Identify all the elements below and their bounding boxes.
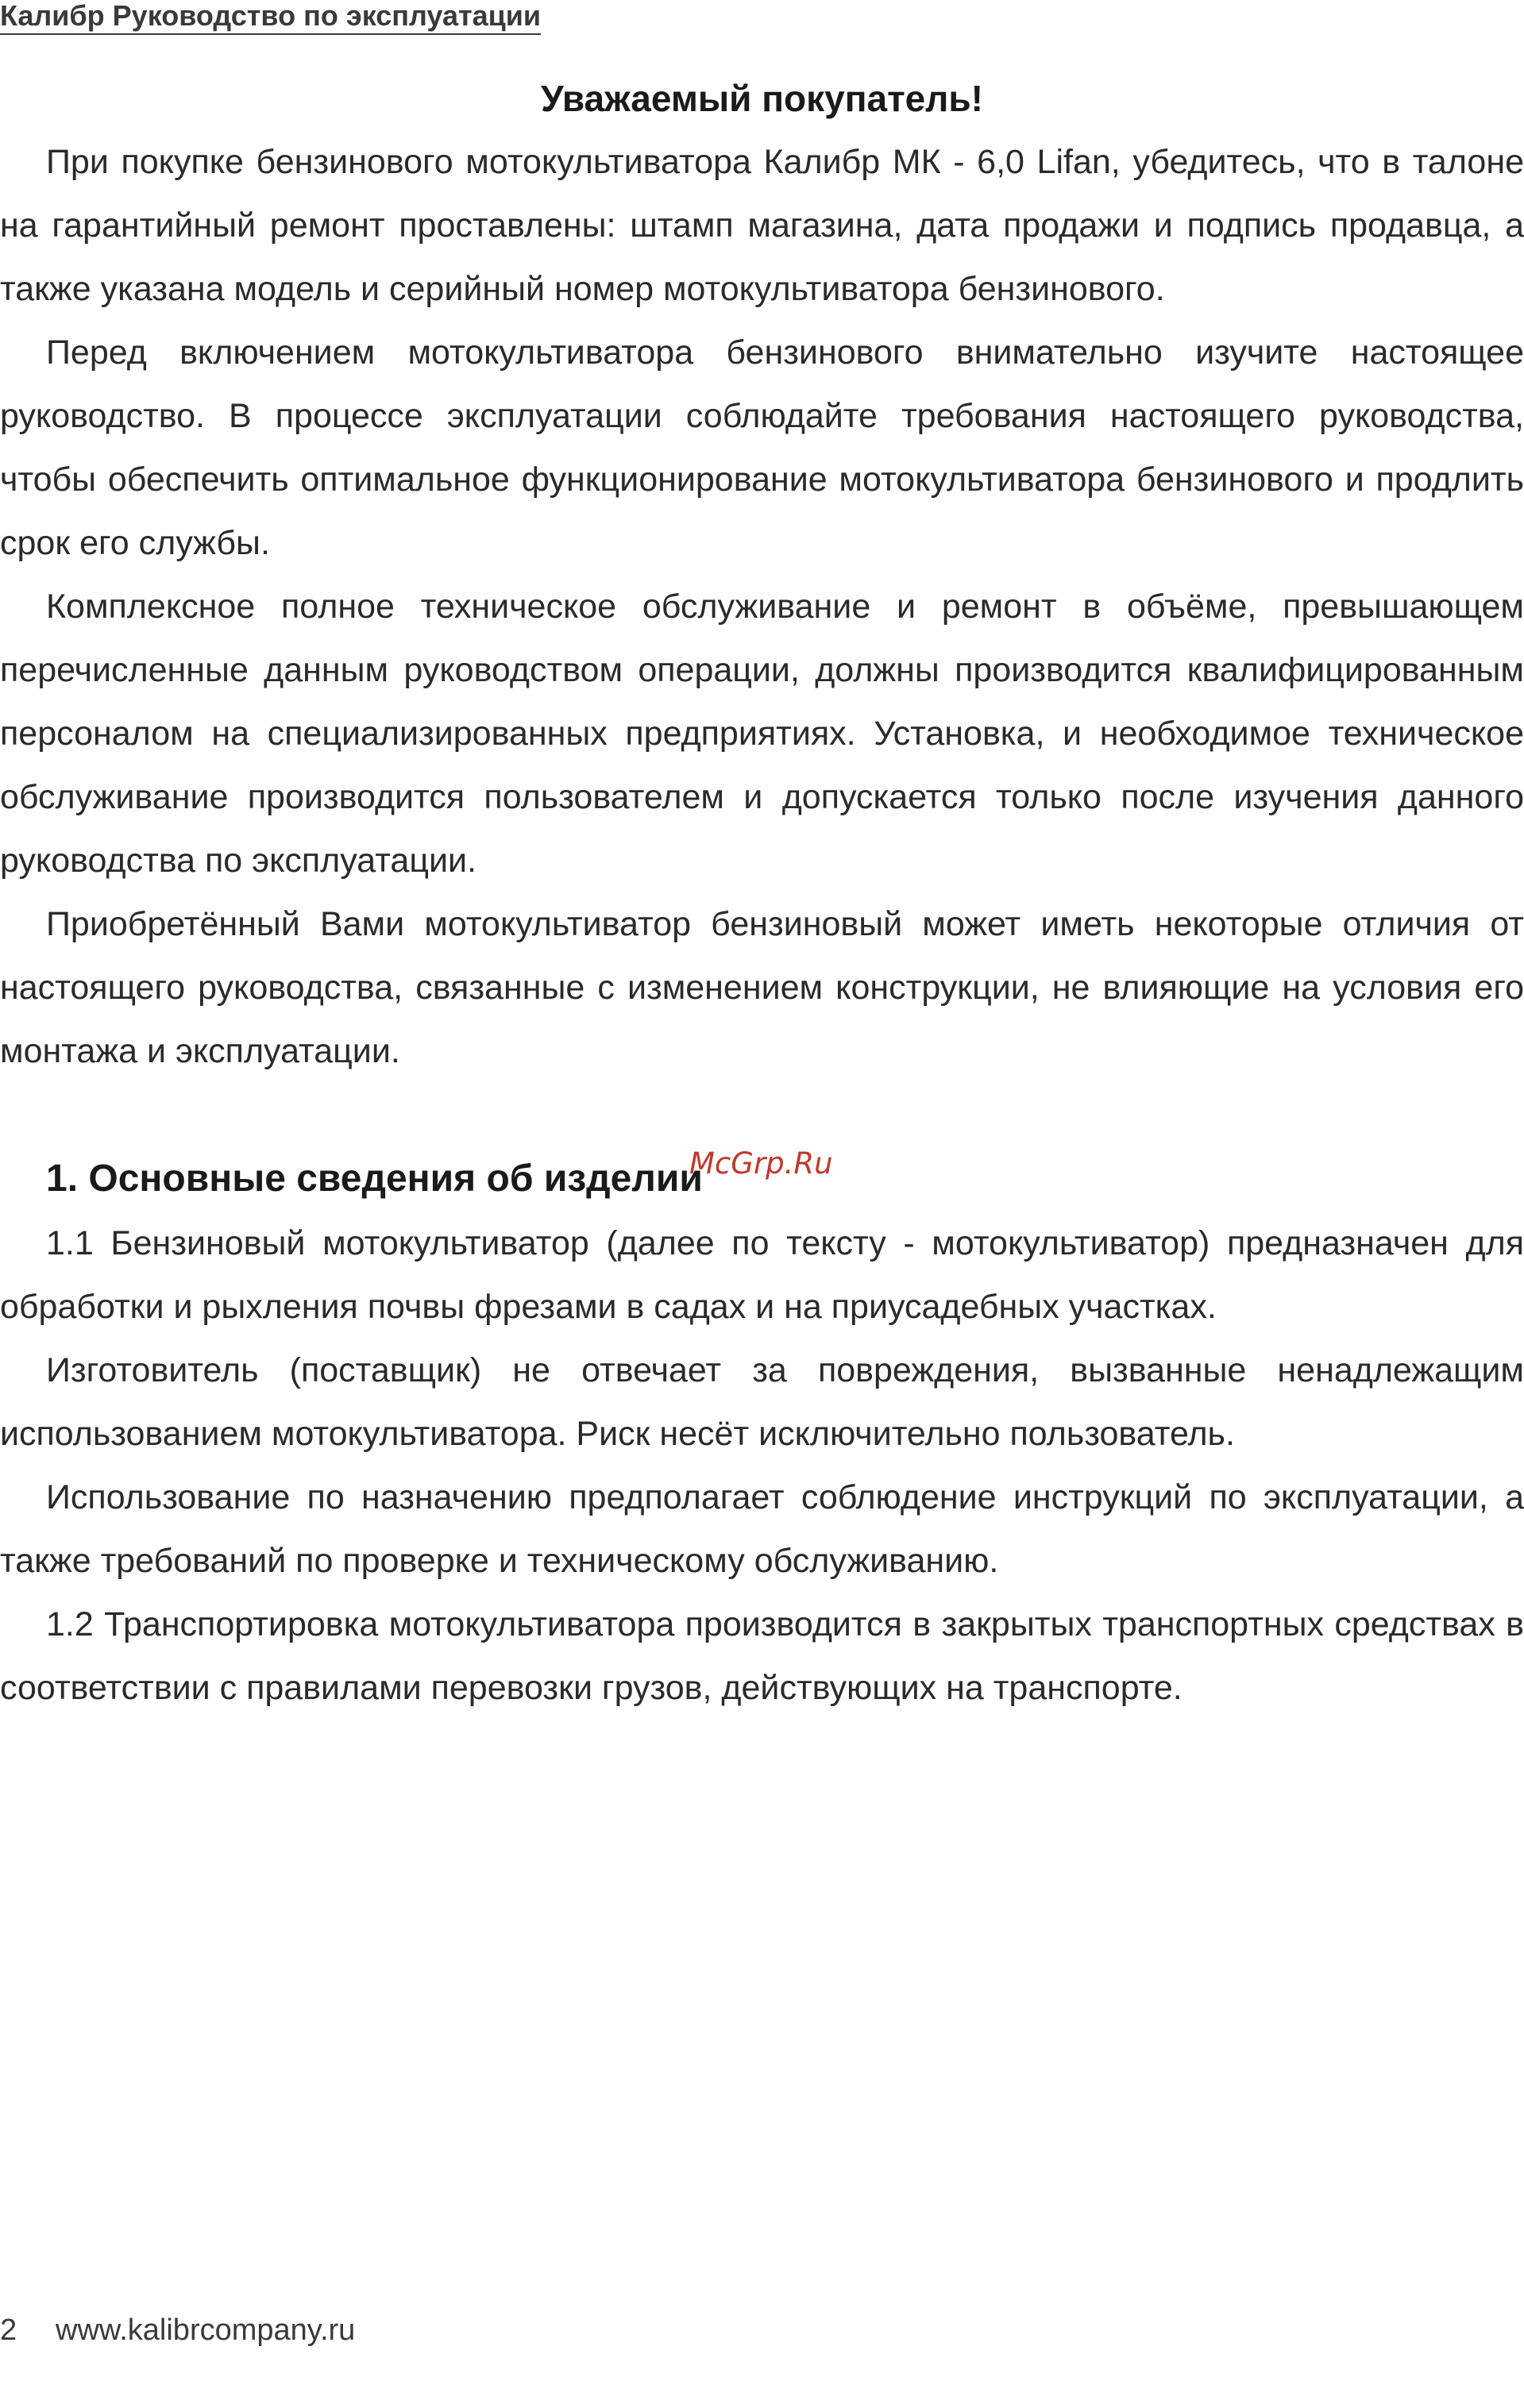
- section-paragraph: Использование по назначению предполагает соблюдение инструкций по эксплуатации, а также требований по проверке и техническому обслуживанию.: [0, 1478, 1524, 1580]
- section-heading-text: 1. Основные сведения об изделии: [46, 1158, 703, 1200]
- watermark: McGrp.Ru: [689, 1146, 833, 1181]
- section-heading: [0, 1146, 1524, 1212]
- intro-paragraph: При покупке бензинового мотокультиватора Калибр МК - 6,0 Lifan, убедитесь, что в талоне на гарантийный ремонт проставлены: штамп магазина, дата продажи и подпись продавца, а также указана модель и серийный номер мотокультиватора бензинового.: [0, 143, 1524, 308]
- running-header-title: Калибр Руководство по эксплуатации: [0, 0, 541, 35]
- page-content: [0, 67, 1524, 1720]
- intro-paragraph: Приобретённый Вами мотокультиватор бензиновый может иметь некоторые отличия от настоящего руководства, связанные с изменением конструкции, не влияющие на условия его монтажа и эксплуатации.: [0, 905, 1524, 1070]
- page-number: 2: [0, 2314, 17, 2347]
- intro-paragraph: Перед включением мотокультиватора бензинового внимательно изучите настоящее руководство. В процессе эксплуатации соблюдайте требования настоящего руководства, чтобы обеспечить оптимальное функционирование мотокультиватора бензинового и продлить срок его службы.: [0, 333, 1524, 562]
- page-title: Уважаемый покупатель!: [540, 78, 983, 119]
- section-paragraph: 1.1 Бензиновый мотокультиватор (далее по тексту - мотокультиватор) предназначен для обработки и рыхления почвы фрезами в садах и на приусадебных участках.: [0, 1224, 1524, 1326]
- page-footer: [0, 2310, 1524, 2350]
- section-paragraph: Изготовитель (поставщик) не отвечает за повреждения, вызванные ненадлежащим использованием мотокультиватора. Риск несёт исключительно пользователь.: [0, 1351, 1524, 1453]
- running-header: [0, 0, 1524, 35]
- website-link[interactable]: www.kalibrcompany.ru: [56, 2314, 356, 2347]
- intro-paragraph: Комплексное полное техническое обслуживание и ремонт в объёме, превышающем перечисленные данным руководством операции, должны производится квалифицированным персоналом на специализированных предприятиях. Установка, и необходимое техническое обслуживание производится пользователем и допускается только после изучения данного руководства по эксплуатации.: [0, 588, 1524, 880]
- section-paragraph: 1.2 Транспортировка мотокультиватора производится в закрытых транспортных средствах в соответствии с правилами перевозки грузов, действующих на транспорте.: [0, 1605, 1524, 1707]
